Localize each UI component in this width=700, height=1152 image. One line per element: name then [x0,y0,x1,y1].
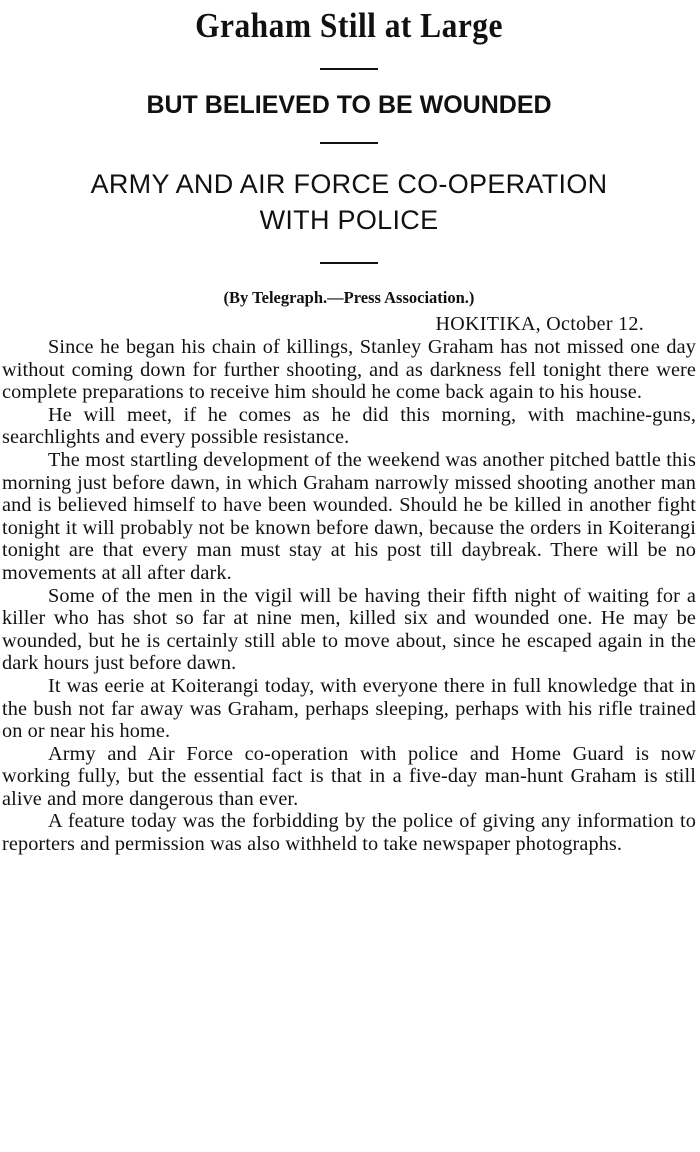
article-paragraph: Army and Air Force co-operation with police and Home Guard is now working fully, but the essential fact is that in a five-day man-hunt Graham is still alive and more dangerous than ever. [2,742,696,810]
headline: Graham Still at Large [195,6,503,45]
divider-rule [320,262,378,264]
dateline: HOKITIKA, October 12. [435,313,644,335]
deck-line-1: ARMY AND AIR FORCE CO-OPERATION [90,169,608,199]
article-paragraph: It was eerie at Koiterangi today, with everyone there in full knowledge that in the bush not far away was Graham, perhaps sleeping, perhaps with his rifle trained on or near his home. [2,674,696,743]
deck-line-2: WITH POLICE [259,205,439,235]
wire-credit: (By Telegraph.—Press Association.) [223,288,475,307]
divider-rule [320,142,378,144]
article-paragraph: He will meet, if he comes as he did this morning, with machine-guns, searchlights and every possible resistance. [2,403,696,449]
article-paragraph: Some of the men in the vigil will be having their fifth night of waiting for a killer who has shot so far at nine men, killed six and wounded one. He may be wounded, but he is certainly still able to move about, since he escaped again in the dark hours just before dawn. [2,584,696,675]
article-paragraph: A feature today was the forbidding by the police of giving any information to reporters and permission was also withheld to take newspaper photographs. [2,810,696,856]
article-body [2,336,696,856]
divider-rule [320,68,378,70]
deck-headline [2,166,696,238]
newspaper-clipping [0,6,700,1152]
article-paragraph: Since he began his chain of killings, Stanley Graham has not missed one day without coming down for further shooting, and as darkness fell tonight there were complete preparations to receive him should he come back again to his house. [2,336,696,404]
subheadline: BUT BELIEVED TO BE WOUNDED [146,91,552,119]
article-paragraph: The most startling development of the weekend was another pitched battle this morning just before dawn, in which Graham narrowly missed shooting another man and is believed himself to have been wounded. Should he be killed in another fight tonight it will probably not be known before dawn, because the orders in Koiterangi tonight are that every man must stay at his post till daybreak. There will be no movements at all after dark. [2,448,696,584]
